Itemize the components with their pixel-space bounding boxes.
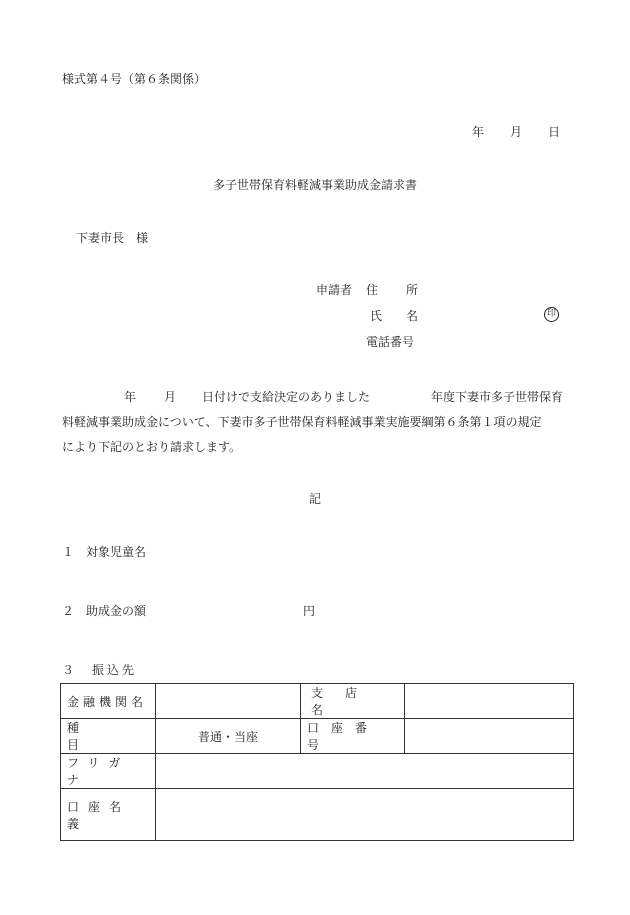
account-holder-label: 口座名義: [67, 799, 131, 831]
date-day-label: 日: [548, 125, 561, 139]
addressee: 下妻市長 様: [76, 231, 149, 245]
seal-icon: 印: [544, 307, 559, 322]
account-number-label-cell: [301, 719, 405, 754]
item-transfer-destination: ３ 振込先: [62, 663, 138, 677]
bank-account-table: [60, 683, 574, 841]
table-row: [61, 719, 574, 754]
account-holder-label-cell: [61, 789, 156, 841]
branch-label-cell: [301, 684, 405, 719]
ki-heading: 記: [308, 492, 321, 506]
applicant-name-label: [370, 309, 418, 323]
table-row: [61, 684, 574, 719]
applicant-phone-label: 電話番号: [366, 335, 415, 349]
branch-label: 支店名: [311, 686, 380, 717]
body-line-2: 料軽減事業助成金について、下妻市多子世帯保育料軽減事業実施要綱第６条第１項の規定: [62, 415, 542, 429]
table-row: [61, 754, 574, 789]
date-line: [472, 125, 560, 139]
applicant-address-label: [366, 283, 418, 297]
type-label-cell: [61, 719, 156, 754]
applicant-name-text: 氏 名: [370, 309, 418, 323]
yen-unit: 円: [303, 604, 316, 618]
furigana-label: フリガナ: [67, 756, 130, 787]
furigana-input-cell[interactable]: [156, 754, 574, 789]
institution-input-cell[interactable]: [156, 684, 301, 719]
document-title: 多子世帯保育料軽減事業助成金請求書: [212, 178, 417, 192]
furigana-label-cell: [61, 754, 156, 789]
institution-label: 金融機関名: [67, 694, 148, 709]
body-decision-text: 日付けで支給決定のありました: [202, 390, 371, 404]
item-grant-amount: ２ 助成金の額: [62, 604, 147, 618]
applicant-address-text: 住 所: [366, 283, 418, 297]
table-row: [61, 789, 574, 841]
type-value-cell[interactable]: [156, 719, 301, 754]
account-number-input-cell[interactable]: [405, 719, 574, 754]
account-number-label: 口座番号: [307, 721, 380, 752]
body-fiscal-year-text: 年度下妻市多子世帯保育: [431, 390, 564, 404]
applicant-label: 申請者: [316, 283, 353, 297]
body-month: 月: [164, 390, 177, 404]
date-year-label: 年: [472, 125, 485, 139]
type-label: 種目: [67, 721, 138, 752]
date-month-label: 月: [510, 125, 523, 139]
form-number-label: 様式第４号（第６条関係）: [62, 72, 207, 86]
type-value: 普通・当座: [197, 729, 258, 744]
item-target-child: １ 対象児童名: [62, 545, 147, 559]
body-year: 年: [124, 390, 137, 404]
body-line-3: により下記のとおり請求します。: [62, 440, 242, 454]
account-holder-input-cell[interactable]: [156, 789, 574, 841]
institution-label-cell: [61, 684, 156, 719]
branch-input-cell[interactable]: [405, 684, 574, 719]
